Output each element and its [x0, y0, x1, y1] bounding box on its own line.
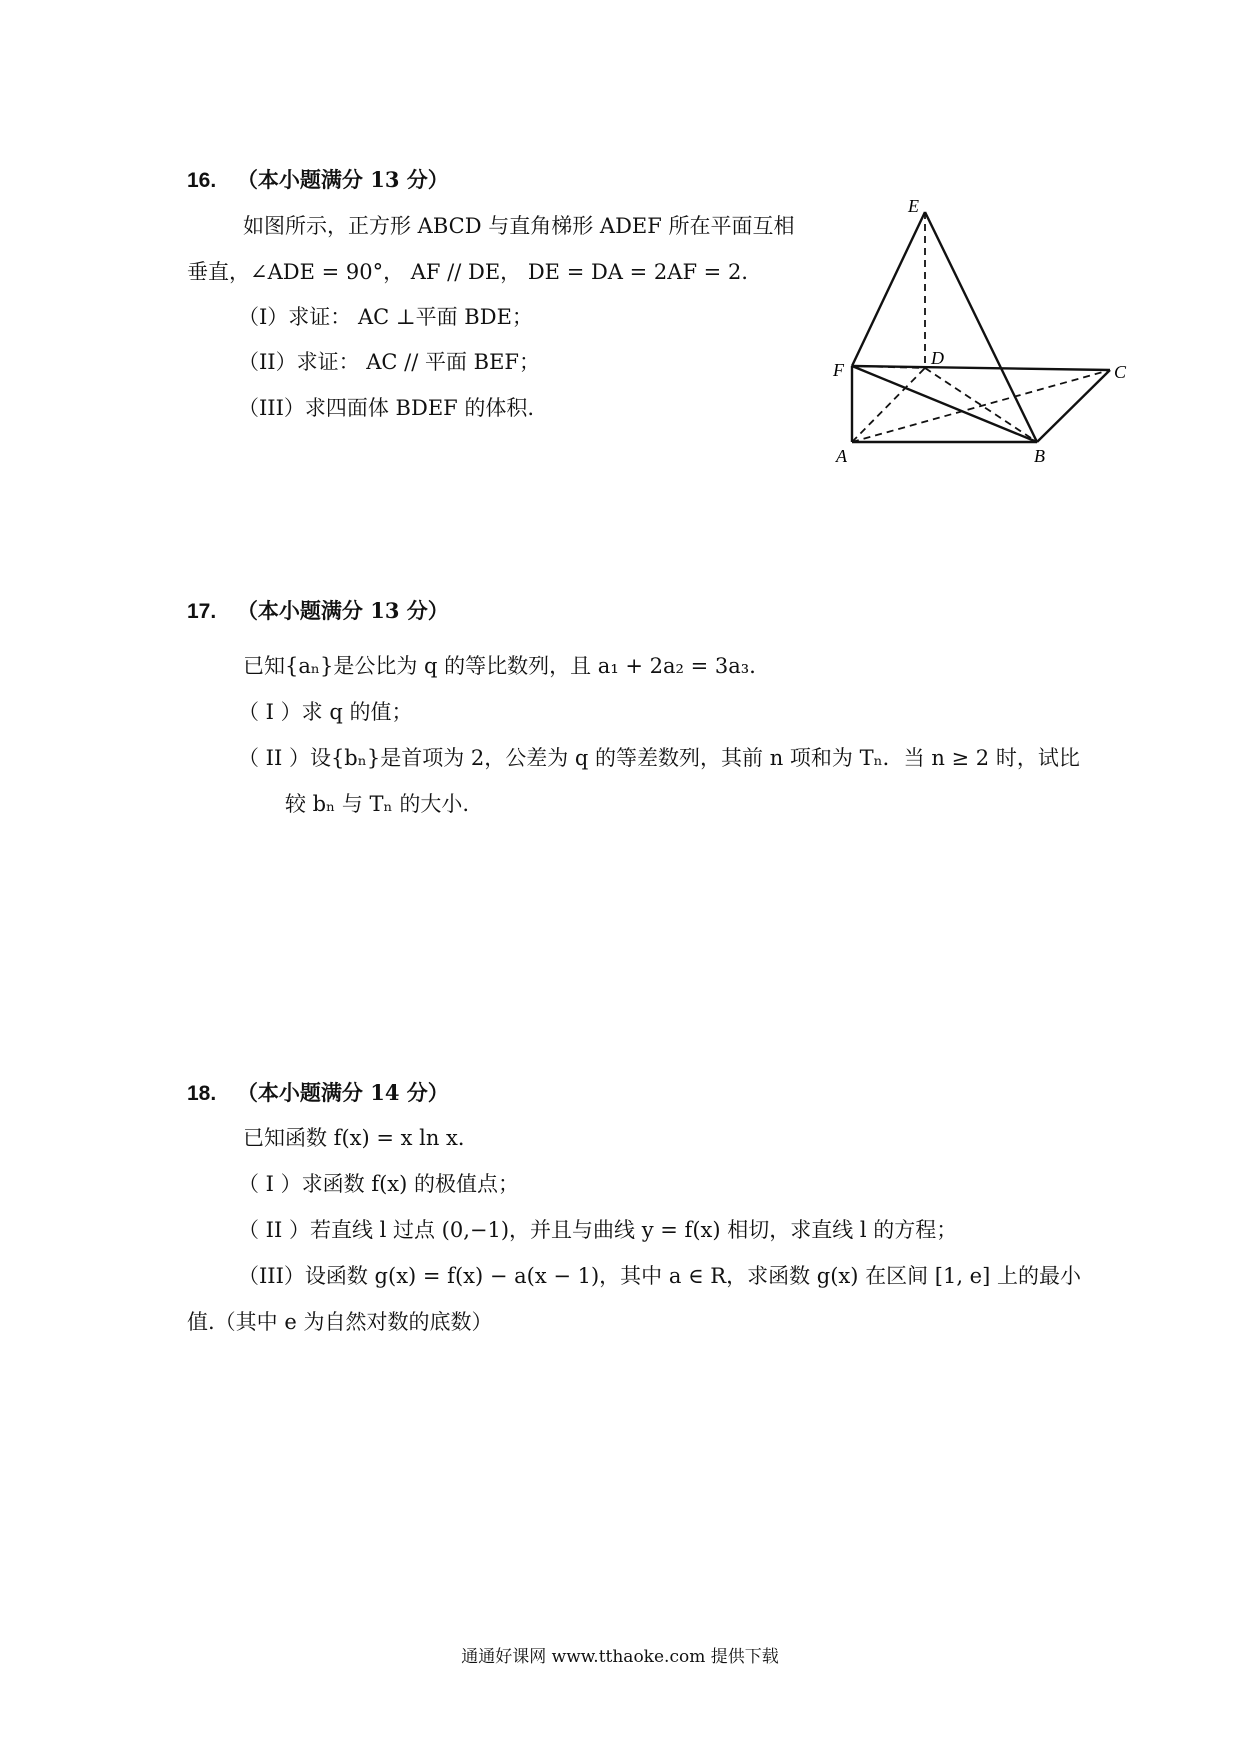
- q18-score: （本小题满分 14 分）: [236, 1080, 449, 1105]
- edge-FE: [852, 212, 925, 366]
- q17-line-4: 较 bₙ 与 Tₙ 的大小.: [285, 792, 469, 816]
- q18-line-3: （ II ）若直线 l 过点 (0,−1)，并且与曲线 y = f(x) 相切，求直线 l 的方程；: [238, 1218, 958, 1242]
- q16-number: 16.: [187, 169, 217, 192]
- q16-line-4: （II）求证： AC // 平面 BEF；: [238, 350, 541, 374]
- q18-line-5: 值.（其中 e 为自然对数的底数）: [187, 1310, 493, 1334]
- q16-header: [187, 166, 449, 195]
- q16-line-5: （III）求四面体 BDEF 的体积.: [238, 396, 535, 420]
- solid-geometry-figure: [830, 190, 1150, 470]
- q18-number: 18.: [187, 1082, 217, 1105]
- q18-line-2: （ I ）求函数 f(x) 的极值点；: [238, 1172, 519, 1196]
- q17-score: （本小题满分 13 分）: [236, 598, 449, 623]
- q18-header: [187, 1079, 449, 1108]
- page-footer: 通通好课网 www.tthaoke.com 提供下载: [461, 1647, 779, 1667]
- label-C: C: [1114, 362, 1127, 382]
- q16-line-3: （I）求证： AC ⊥平面 BDE；: [238, 305, 533, 329]
- label-E: E: [908, 196, 919, 216]
- q18-line-1: 已知函数 f(x) = x ln x．: [243, 1126, 479, 1150]
- label-D: D: [931, 348, 944, 368]
- label-B: B: [1034, 446, 1045, 466]
- label-A: A: [836, 446, 847, 466]
- q17-header: [187, 597, 449, 626]
- label-F: F: [833, 360, 844, 380]
- q17-number: 17.: [187, 600, 217, 623]
- q17-line-1: 已知{aₙ}是公比为 q 的等比数列，且 a₁ + 2a₂ = 3a₃．: [243, 654, 771, 678]
- q16-score: （本小题满分 13 分）: [236, 167, 449, 192]
- edge-FB: [852, 366, 1037, 442]
- q16-line-2: 垂直，∠ADE = 90°， AF // DE， DE = DA = 2AF = 2．: [187, 260, 763, 284]
- q18-line-4: （III）设函数 g(x) = f(x) − a(x − 1)，其中 a ∈ R，求函数 g(x) 在区间 [1, e] 上的最小: [238, 1264, 1081, 1288]
- q17-line-2: （ I ）求 q 的值；: [238, 700, 413, 724]
- q17-line-3: （ II ）设{bₙ}是首项为 2，公差为 q 的等差数列，其前 n 项和为 Tₙ．当 n ≥ 2 时，试比: [238, 746, 1080, 770]
- edge-EB: [925, 212, 1037, 442]
- q16-line-1: 如图所示，正方形 ABCD 与直角梯形 ADEF 所在平面互相: [243, 214, 795, 238]
